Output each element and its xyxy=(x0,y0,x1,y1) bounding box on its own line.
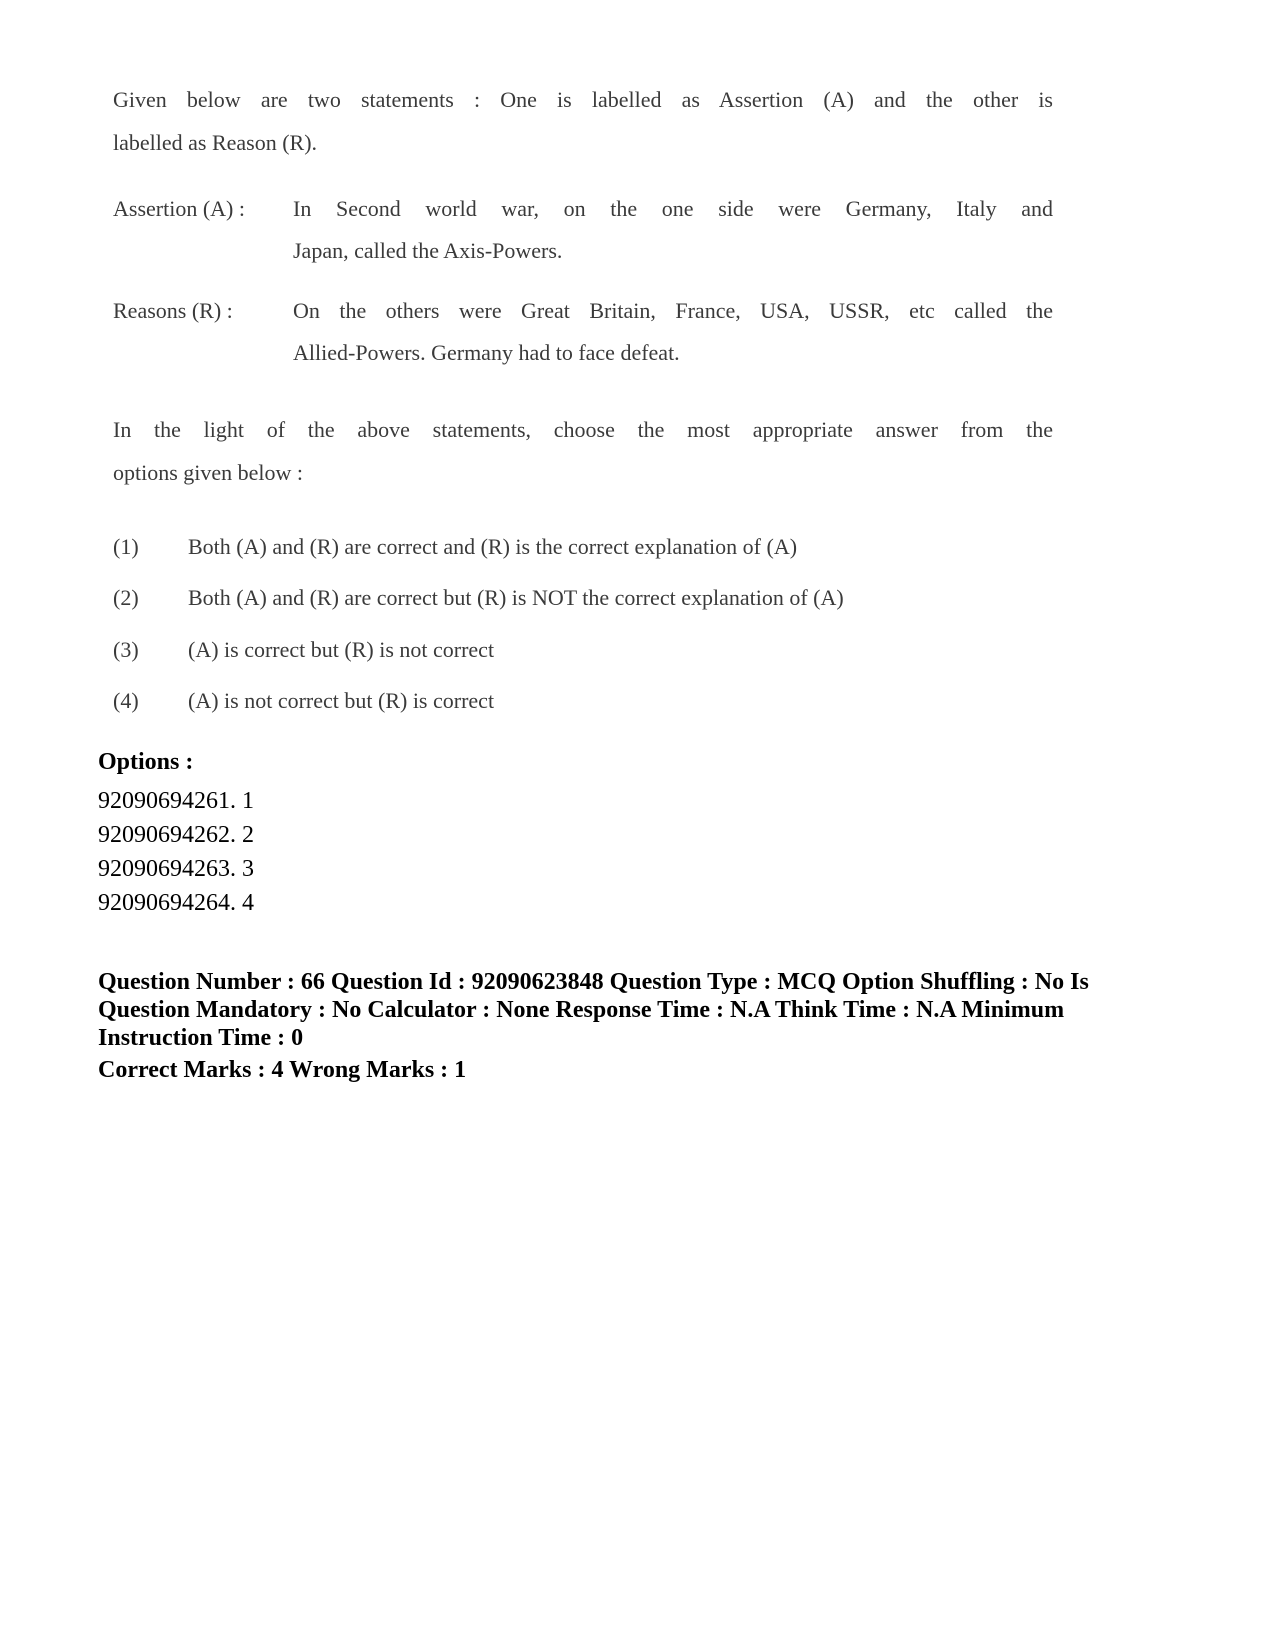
reason-label: Reasons (R) : xyxy=(113,298,233,323)
choice-item xyxy=(113,530,1053,564)
intro-line: labelled as Reason (R). xyxy=(113,130,318,155)
assertion-line: In Second world war, on the one side were Germany, Italy and xyxy=(293,196,1053,221)
choice-text: Both (A) and (R) are correct and (R) is the correct explanation of (A) xyxy=(188,534,798,559)
option-id-item: 92090694263. 3 xyxy=(98,856,254,882)
choice-item xyxy=(113,684,1053,718)
choice-text: Both (A) and (R) are correct but (R) is NOT the correct explanation of (A) xyxy=(188,585,844,610)
choice-number: (4) xyxy=(113,688,139,713)
prompt-line: In the light of the above statements, choose the most appropriate answer from the xyxy=(113,417,1053,442)
assertion-text xyxy=(293,188,1053,272)
question-info: Question Number : 66 Question Id : 92090623848 Question Type : MCQ Option Shuffling : No Is Question Mandatory : No Calculator : None Response Time : N.A Think Time : N.A Minimum Instruction Time : 0 xyxy=(98,969,1089,1051)
assertion-label: Assertion (A) : xyxy=(113,196,245,221)
marks-info: Correct Marks : 4 Wrong Marks : 1 xyxy=(98,1057,467,1083)
options-list xyxy=(98,784,1198,920)
choice-number: (3) xyxy=(113,637,139,662)
choice-number: (2) xyxy=(113,585,139,610)
question-prompt xyxy=(113,408,1053,494)
prompt-line: options given below : xyxy=(113,460,304,485)
intro-line: Given below are two statements : One is labelled as Assertion (A) and the other is xyxy=(113,87,1053,112)
options-heading: Options : xyxy=(98,749,194,775)
reason-text xyxy=(293,290,1053,374)
option-id-item: 92090694262. 2 xyxy=(98,822,254,848)
option-id-item: 92090694261. 1 xyxy=(98,788,254,814)
assertion-line: Japan, called the Axis-Powers. xyxy=(293,238,563,263)
question-intro xyxy=(113,78,1053,164)
choice-item xyxy=(113,633,1053,667)
reason-line: On the others were Great Britain, France, USA, USSR, etc called the xyxy=(293,298,1053,323)
choice-text: (A) is not correct but (R) is correct xyxy=(188,688,495,713)
option-id-item: 92090694264. 4 xyxy=(98,890,254,916)
reason-line: Allied-Powers. Germany had to face defeat. xyxy=(293,340,680,365)
choice-number: (1) xyxy=(113,534,139,559)
choice-item xyxy=(113,581,1053,615)
choice-text: (A) is correct but (R) is not correct xyxy=(188,637,495,662)
